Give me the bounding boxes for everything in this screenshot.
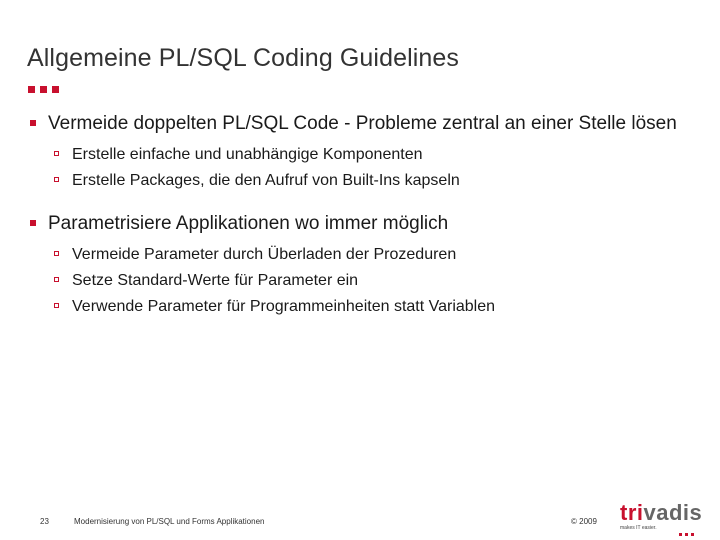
sub-bullet-item	[52, 168, 698, 194]
decoration-square	[28, 86, 35, 93]
bullet-item	[28, 211, 698, 236]
logo-wordmark	[620, 500, 703, 525]
hollow-square-bullet-icon	[54, 251, 59, 256]
sub-bullet-list	[28, 242, 698, 320]
trivadis-logo	[620, 500, 703, 538]
logo-dot	[685, 533, 688, 536]
sub-bullet-text: Verwende Parameter für Programmeinheiten statt Variablen	[72, 298, 496, 315]
sub-bullet-text: Erstelle einfache und unabhängige Komponenten	[72, 146, 423, 163]
hollow-square-bullet-icon	[54, 177, 59, 182]
bullet-item	[28, 111, 698, 136]
page-number: 23	[40, 517, 49, 526]
decoration-square	[52, 86, 59, 93]
bullet-text: Parametrisiere Applikationen wo immer möglich	[48, 213, 449, 234]
bullet-group-1	[28, 111, 698, 194]
hollow-square-bullet-icon	[54, 151, 59, 156]
square-bullet-icon	[30, 120, 36, 126]
hollow-square-bullet-icon	[54, 277, 59, 282]
sub-bullet-item	[52, 142, 698, 168]
sub-bullet-item	[52, 294, 698, 320]
bullet-text: Vermeide doppelten PL/SQL Code - Probleme zentral an einer Stelle lösen	[48, 113, 677, 134]
sub-bullet-text: Erstelle Packages, die den Aufruf von Built-Ins kapseln	[72, 172, 460, 189]
sub-bullet-item	[52, 242, 698, 268]
footer-text: Modernisierung von PL/SQL und Forms Applikationen	[74, 517, 265, 526]
bullet-group-2	[28, 211, 698, 320]
logo-wordmark-red: tri	[620, 500, 644, 525]
slide-content	[28, 111, 698, 320]
hollow-square-bullet-icon	[54, 303, 59, 308]
sub-bullet-list	[28, 142, 698, 194]
logo-tagline: makes IT easier.	[620, 525, 657, 531]
decoration-square	[40, 86, 47, 93]
square-bullet-icon	[30, 220, 36, 226]
logo-dot	[691, 533, 694, 536]
title-decoration	[28, 86, 59, 93]
sub-bullet-text: Setze Standard-Werte für Parameter ein	[72, 272, 359, 289]
logo-dots	[679, 533, 694, 536]
slide-title: Allgemeine PL/SQL Coding Guidelines	[27, 44, 459, 72]
logo-dot	[679, 533, 682, 536]
copyright: © 2009	[571, 517, 597, 526]
sub-bullet-item	[52, 268, 698, 294]
sub-bullet-text: Vermeide Parameter durch Überladen der Prozeduren	[72, 246, 457, 263]
logo-wordmark-grey: vadis	[643, 500, 703, 525]
